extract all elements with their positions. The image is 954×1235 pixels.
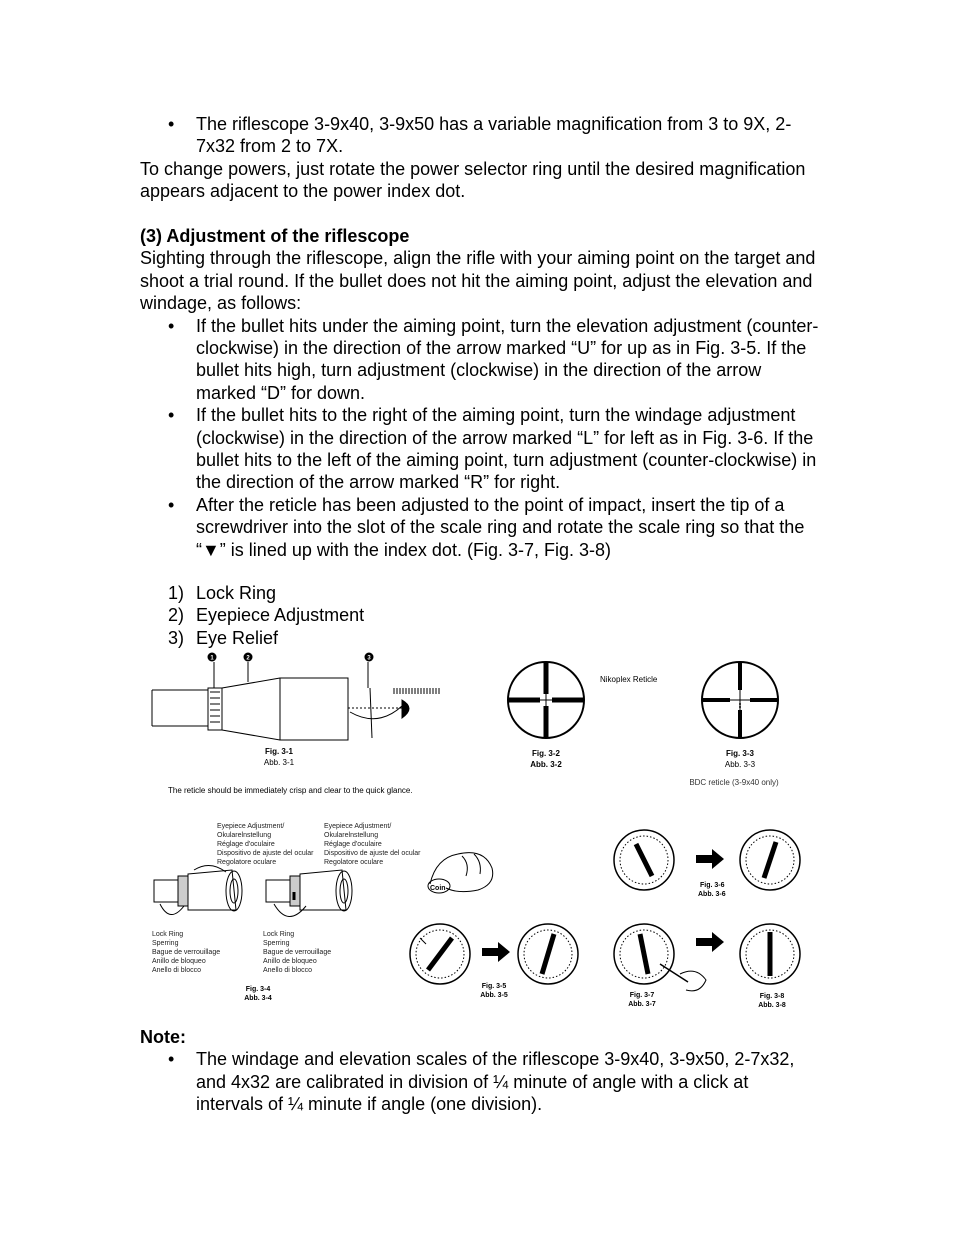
fig-3-4-caption-de: Abb. 3-4 xyxy=(244,995,272,1002)
adjust-bullet-elevation: • If the bullet hits under the aiming point, turn the elevation adjustment (counter-clockwise) in the direction of the arrow marked “U” for up as in Fig. 3-5. If the bullet hits high, turn adjustment (clockwise) in the direction of the arrow marked “D” for down. xyxy=(140,315,820,405)
callout-3: 3 xyxy=(367,655,371,662)
fig-3-5-caption: Fig. 3-5 xyxy=(481,983,507,990)
svg-text:Bague de verrouillage: Bague de verrouillage xyxy=(263,949,332,956)
intro-bullet: • The riflescope 3-9x40, 3-9x50 has a variable magnification from 3 to 9X, 2-7x32 from 2 to 7X. xyxy=(140,113,820,158)
fig-3-7-dial xyxy=(614,924,706,991)
fig-3-1-caption: Fig. 3-1 xyxy=(264,747,294,756)
parts-list xyxy=(140,582,820,649)
svg-text:Regolatore oculare: Regolatore oculare xyxy=(217,859,277,866)
fig-3-6-caption-de: Abb. 3-6 xyxy=(698,891,726,898)
fig-3-1-scope xyxy=(152,662,439,740)
fig-3-3-caption-de: Abb. 3-3 xyxy=(724,760,756,769)
svg-text:Réglage d'oculaire: Réglage d'oculaire xyxy=(324,841,382,848)
section-heading: (3) Adjustment of the riflescope xyxy=(140,226,410,246)
fig-3-8-dial xyxy=(740,924,800,984)
svg-text:Lock Ring: Lock Ring xyxy=(152,931,184,938)
svg-text:Réglage d'oculaire: Réglage d'oculaire xyxy=(217,841,275,848)
fig-3-3-reticle xyxy=(702,662,778,738)
barcode-marks xyxy=(394,688,439,694)
svg-text:Regolatore oculare: Regolatore oculare xyxy=(324,859,384,866)
fig-3-8-caption-de: Abb. 3-8 xyxy=(758,1002,786,1009)
svg-text:Okularelnstellung: Okularelnstellung xyxy=(324,832,379,839)
adjustment-section xyxy=(140,225,820,561)
arrow-right-icon xyxy=(482,942,510,962)
list-item: 2) Eyepiece Adjustment xyxy=(168,605,365,626)
intro-section xyxy=(140,113,820,203)
svg-text:Anillo de bloqueo: Anillo de bloqueo xyxy=(263,958,317,965)
svg-text:Anello di blocco: Anello di blocco xyxy=(263,967,313,974)
crisp-note: The reticle should be immediately crisp and clear to the quick glance. xyxy=(168,786,413,795)
svg-text:Dispositivo de ajuste del ocul: Dispositivo de ajuste del ocular xyxy=(217,850,314,857)
fig-3-8-caption: Fig. 3-8 xyxy=(759,993,785,1000)
arrow-right-icon xyxy=(696,849,724,869)
callout-1: 1 xyxy=(210,655,214,662)
adjust-bullet-scale-ring: • After the reticle has been adjusted to the point of impact, insert the tip of a screwdriver into the slot of the scale ring and rotate the scale ring so that the “▼” is lined up with the index dot. (Fig. 3-7, Fig. 3-8) xyxy=(140,494,820,561)
callout-badges xyxy=(208,653,374,662)
svg-text:Eyepiece Adjustment/: Eyepiece Adjustment/ xyxy=(217,823,285,830)
coin-label: Coin xyxy=(430,885,446,892)
note-heading: Note: xyxy=(140,1027,186,1047)
fig-3-7-caption-de: Abb. 3-7 xyxy=(628,1001,656,1008)
fig-3-7-caption: Fig. 3-7 xyxy=(629,992,655,999)
fig-3-4-lockring-labels xyxy=(152,931,331,974)
adjust-bullet-windage: • If the bullet hits to the right of the aiming point, turn the windage adjustment (clockwise) in the direction of the arrow marked “L” for left as in Fig. 3-6. If the bullet hits to the left of the aiming point, turn adjustment (counter-clockwise) in the direction of the arrow marked “R” for right. xyxy=(140,404,820,494)
fig-3-4-eyepiece-labels xyxy=(217,823,421,866)
fig-3-3-caption: Fig. 3-3 xyxy=(725,749,755,758)
nikoplex-label: Nikoplex Reticle xyxy=(600,675,658,684)
fig-3-1-caption-de: Abb. 3-1 xyxy=(263,758,295,767)
fig-3-2-reticle xyxy=(508,662,584,738)
svg-text:Okularelnstellung: Okularelnstellung xyxy=(217,832,272,839)
figures-diagram xyxy=(140,648,820,1020)
list-item: 3) Eye Relief xyxy=(168,627,279,648)
bdc-label: BDC reticle (3-9x40 only) xyxy=(689,778,779,787)
svg-text:Lock Ring: Lock Ring xyxy=(263,931,295,938)
fig-3-4-scope-drawings xyxy=(154,865,352,916)
callout-2: 2 xyxy=(246,655,250,662)
svg-text:Eyepiece Adjustment/: Eyepiece Adjustment/ xyxy=(324,823,392,830)
note-bullet: • The windage and elevation scales of the riflescope 3-9x40, 3-9x50, 2-7x32, and 4x32 are calibrated in division of ¼ minute of angle with a click at intervals of ¼ minute if angle (one division). xyxy=(140,1048,820,1115)
fig-3-5-caption-de: Abb. 3-5 xyxy=(480,992,508,999)
svg-text:Sperring: Sperring xyxy=(152,940,179,947)
section-paragraph: Sighting through the riflescope, align the rifle with your aiming point on the target and shoot a trial round. If the bullet does not hit the aiming point, adjust the elevation and windage, as follows: xyxy=(140,248,816,314)
svg-text:Dispositivo de ajuste del ocul: Dispositivo de ajuste del ocular xyxy=(324,850,421,857)
fig-3-4-caption: Fig. 3-4 xyxy=(245,986,271,993)
fig-3-2-caption: Fig. 3-2 xyxy=(531,749,561,758)
svg-text:Anillo de bloqueo: Anillo de bloqueo xyxy=(152,958,206,965)
intro-paragraph: To change powers, just rotate the power selector ring until the desired magnification appears adjacent to the power index dot. xyxy=(140,158,806,202)
fig-3-2-caption-de: Abb. 3-2 xyxy=(530,760,562,769)
note-section xyxy=(140,1026,820,1116)
arrow-right-icon xyxy=(696,932,724,952)
svg-text:Sperring: Sperring xyxy=(263,940,290,947)
fig-3-6-caption: Fig. 3-6 xyxy=(700,882,725,889)
svg-text:Bague de verrouillage: Bague de verrouillage xyxy=(152,949,221,956)
list-item: 1) Lock Ring xyxy=(168,583,277,603)
svg-text:Anello di blocco: Anello di blocco xyxy=(152,967,202,974)
